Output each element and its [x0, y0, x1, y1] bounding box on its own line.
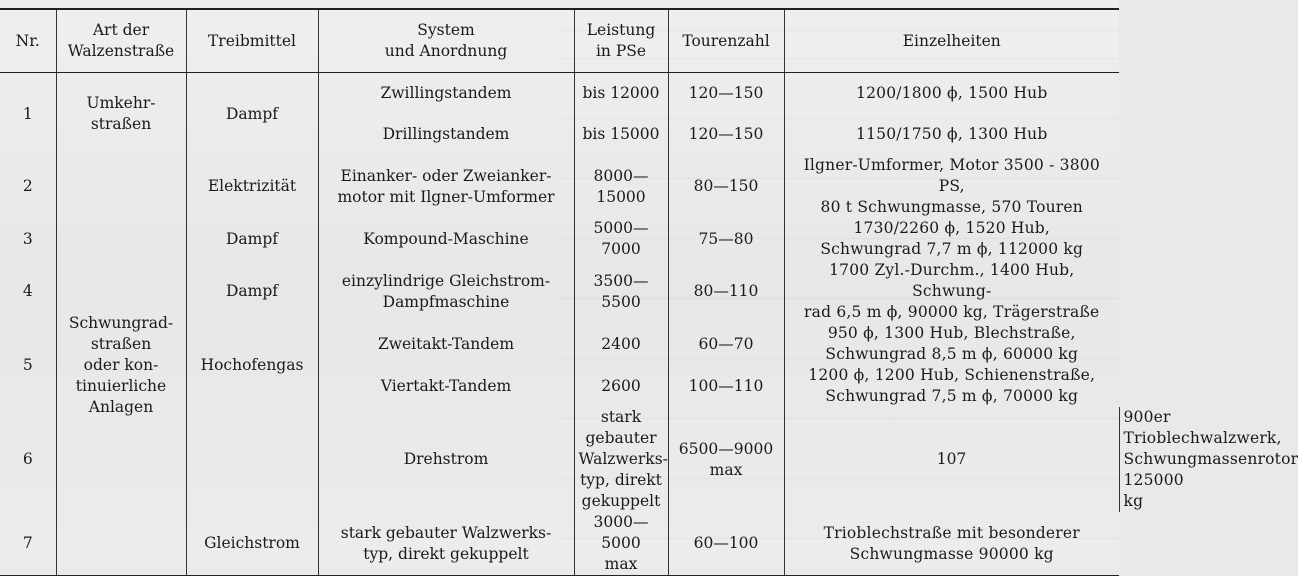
row-details: 1150/1750 ϕ, 1300 Hub: [856, 125, 1048, 143]
row-details: 1200/1800 ϕ, 1500 Hub: [856, 84, 1048, 102]
row-leistung: bis 15000: [574, 114, 668, 155]
row-leistung: 2600: [574, 365, 668, 407]
table-header-row: [0, 9, 1119, 73]
row-system-line1: stark gebauter Walzwerks-: [340, 523, 552, 542]
row-system: [574, 407, 668, 512]
row-nr: 6: [0, 407, 56, 512]
row-details-line2: 80 t Schwungmasse, 570 Touren: [820, 198, 1083, 216]
row-touren: 75—80: [668, 218, 784, 260]
row-leistung: 3500—5500: [574, 260, 668, 323]
row-details-line2: Schwungrad 8,5 m ϕ, 60000 kg: [825, 345, 1079, 363]
row-nr: 1: [0, 73, 56, 156]
row-system-line1: stark gebauter Walzwerks-: [578, 408, 668, 468]
row-treibmittel: Gleichstrom: [186, 512, 318, 576]
row-details-line2: Schwungrad 7,5 m ϕ, 70000 kg: [825, 387, 1079, 405]
row-system-line2: Dampfmaschine: [382, 292, 510, 311]
row-details-line1: 1700 Zyl.-Durchm., 1400 Hub, Schwung-: [829, 261, 1075, 300]
row-details-line2: Schwungmasse 90000 kg: [849, 544, 1054, 563]
row-details-line1: 950 ϕ, 1300 Hub, Blechstraße,: [827, 324, 1076, 342]
header-art-line1: Art der: [92, 21, 150, 39]
table-row: [0, 218, 1119, 260]
row-system-line1: einzylindrige Gleichstrom-: [341, 271, 551, 290]
row-details: [784, 260, 1119, 323]
header-nr: Nr.: [0, 9, 56, 73]
rolling-mill-table: [0, 8, 1298, 576]
table-row: [0, 155, 1119, 218]
group-schwungrad-line1: Schwungrad-: [68, 313, 174, 332]
row-details: [784, 218, 1119, 260]
row-details-line1: Trioblechstraße mit besonderer: [823, 523, 1080, 542]
row-details-line1: 1200 ϕ, 1200 Hub, Schienenstraße,: [808, 366, 1096, 384]
row-treibmittel: Dampf: [186, 218, 318, 260]
row-nr: 2: [0, 155, 56, 218]
group-schwungrad-line4: tinuierliche: [75, 376, 167, 395]
row-leistung-line1: 6500—9000: [678, 439, 774, 458]
header-art-line2: Walzenstraße: [67, 42, 175, 60]
header-art: [56, 9, 186, 73]
header-leistung-line1: Leistung: [586, 21, 656, 39]
row-details: [784, 512, 1119, 576]
row-treibmittel: Elektrizität: [186, 155, 318, 218]
group-umkehr-line2: straßen: [90, 115, 152, 133]
row-details-line1: 1730/2260 ϕ, 1520 Hub,: [853, 219, 1051, 237]
row-details: [784, 155, 1119, 218]
row-leistung-line2: max: [709, 460, 743, 479]
header-einzelheiten: Einzelheiten: [784, 9, 1119, 73]
row-leistung: bis 12000: [574, 73, 668, 115]
row-leistung: [574, 512, 668, 576]
row-leistung: 8000—15000: [574, 155, 668, 218]
row-touren: 107: [784, 407, 1119, 512]
table-row: [0, 512, 1119, 576]
row-system: [318, 260, 574, 323]
header-treibmittel: Treibmittel: [186, 9, 318, 73]
group-schwungrad-line3: oder kon-: [83, 355, 159, 374]
row-details: [784, 323, 1119, 365]
row-art-empty: [186, 407, 318, 512]
row-system-line2: motor mit Ilgner-Umformer: [337, 187, 555, 206]
header-system: [318, 9, 574, 73]
row-art-empty: [56, 512, 186, 576]
row-nr: 3: [0, 218, 56, 260]
header-system-line2: und Anordnung: [384, 42, 508, 60]
row-nr: 4: [0, 260, 56, 323]
row-system: Drillingstandem: [318, 114, 574, 155]
row-treibmittel: Dampf: [186, 73, 318, 156]
row-touren: 80—110: [668, 260, 784, 323]
row-details-line1: Ilgner-Umformer, Motor 3500 - 3800 PS,: [803, 156, 1100, 195]
row-nr: 7: [0, 512, 56, 576]
row-system-line2: typ, direkt gekuppelt: [363, 544, 529, 563]
row-touren: 100—110: [668, 365, 784, 407]
row-nr: 5: [0, 323, 56, 407]
group-umkehr-line1: Umkehr-: [86, 94, 156, 112]
row-system: [318, 155, 574, 218]
row-touren: 120—150: [668, 114, 784, 155]
row-touren: 60—70: [668, 323, 784, 365]
row-leistung-line2: max: [604, 555, 638, 573]
row-details-line2: Schwungrad 7,7 m ϕ, 112000 kg: [820, 240, 1084, 258]
row-system: Kompound-Maschine: [318, 218, 574, 260]
row-treibmittel: Drehstrom: [318, 407, 574, 512]
header-tourenzahl: Tourenzahl: [668, 9, 784, 73]
row-art-empty: [56, 155, 186, 218]
group-schwungrad-line5: Anlagen: [88, 397, 154, 416]
row-system: Zwillingstandem: [318, 73, 574, 115]
row-treibmittel: Hochofengas: [186, 323, 318, 407]
row-touren: 120—150: [668, 73, 784, 115]
row-leistung: 5000—7000: [574, 218, 668, 260]
table-row: [0, 73, 1119, 115]
row-touren: 80—150: [668, 155, 784, 218]
row-details: [784, 365, 1119, 407]
row-touren: 60—100: [668, 512, 784, 576]
row-system: [318, 512, 574, 576]
header-leistung-line2: in PSe: [595, 42, 647, 60]
group-schwungrad: [56, 218, 186, 512]
row-system-line1: Einanker- oder Zweianker-: [340, 166, 552, 185]
header-leistung: [574, 9, 668, 73]
group-umkehr: [56, 73, 186, 156]
table-row: 6 Drehstrom stark gebauter Walzwerks- typ, direkt gekuppelt 6500—9000 max 107 900er Trioblechwalzwerk, Schwungmassenrotor 125000 kg: [0, 407, 1119, 512]
row-leistung: [668, 407, 784, 512]
group-schwungrad-line2: straßen: [90, 334, 152, 353]
header-system-line1: System: [417, 21, 475, 39]
row-treibmittel: Dampf: [186, 260, 318, 323]
row-leistung: 2400: [574, 323, 668, 365]
row-system-line2: typ, direkt gekuppelt: [580, 471, 662, 510]
row-system: Zweitakt-Tandem: [318, 323, 574, 365]
row-details-line2: rad 6,5 m ϕ, 90000 kg, Trägerstraße: [804, 303, 1100, 321]
row-system: Viertakt-Tandem: [318, 365, 574, 407]
row-leistung-line1: 3000—5000: [593, 513, 649, 552]
